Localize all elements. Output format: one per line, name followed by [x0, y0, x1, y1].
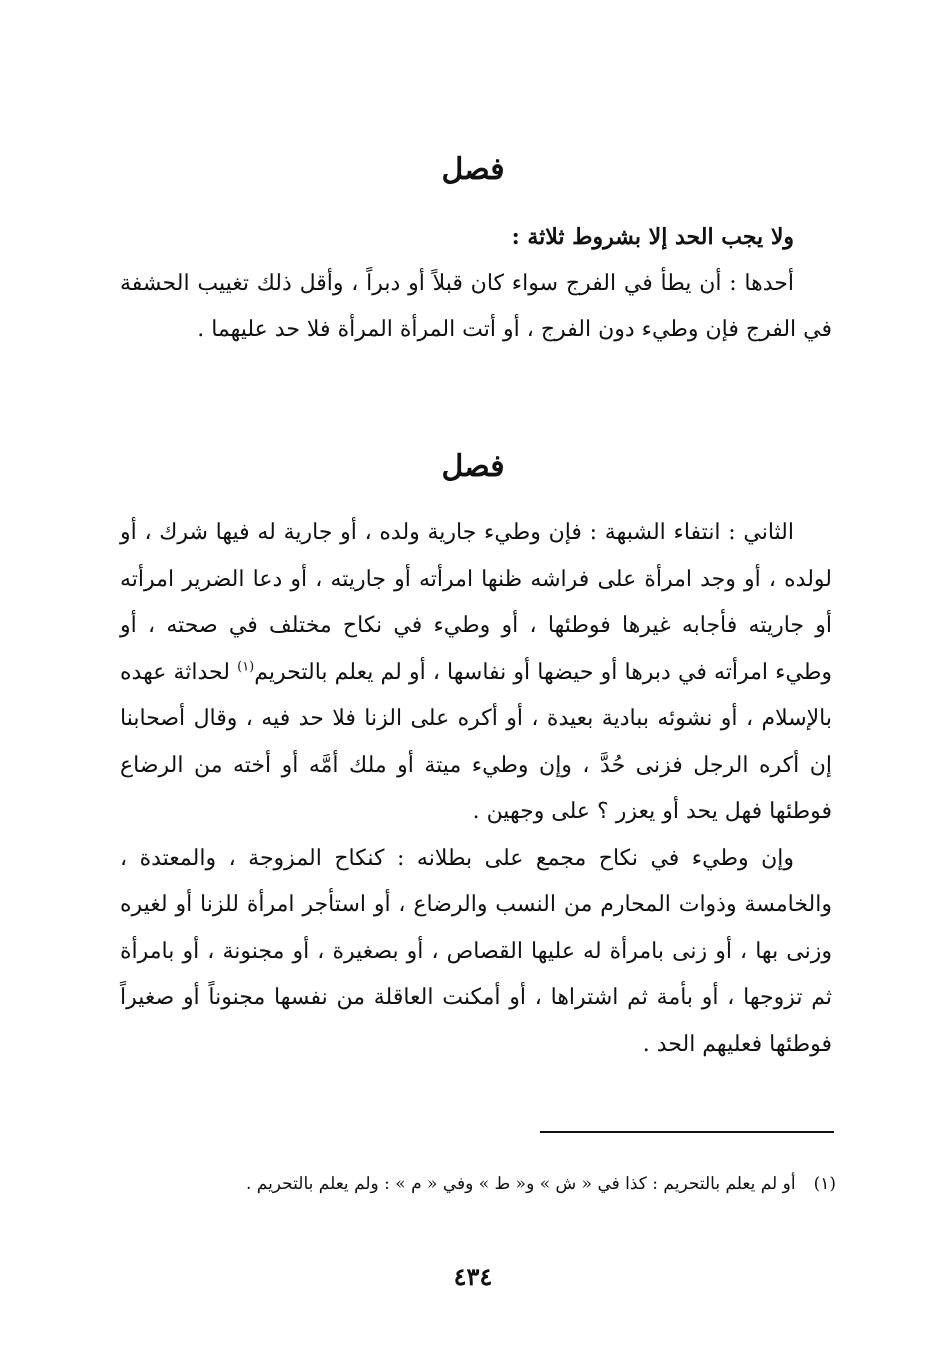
section-heading-2: فصل	[441, 449, 505, 484]
section-2-paragraph-1	[120, 510, 832, 836]
footnote-number: (١)	[813, 1174, 836, 1194]
paragraph-1-text-before: الثاني : انتفاء الشبهة : فإن وطيء جارية ولده ، أو جارية له فيها شرك ، أو لولده ، أو وجد امرأة على فراشه ظنها امرأته أو جاريته ، أو دعا الضرير امرأته أو جاريته فأجابه غيرها فوطئها ، أو وطيء في نكاح مختلف في صحته ، أو وطيء امرأته في دبرها أو حيضها أو نفاسها ، أو لم يعلم بالتحريم	[120, 520, 833, 685]
footnote-divider	[540, 1131, 834, 1133]
section-1-first-condition: أحدها : أن يطأ في الفرج سواء كان قبلاً أو دبراً ، وأقل ذلك تغييب الحشفة في الفرج فإن وطيء دون الفرج ، أو أتت المرأة المرأة فلا حد عليهما .	[120, 270, 832, 342]
page-number: ٤٣٤	[453, 1262, 493, 1291]
section-1-body	[120, 214, 832, 354]
section-2-paragraph-2: وإن وطيء في نكاح مجمع على بطلانه : كنكاح المزوجة ، والمعتدة ، والخامسة وذوات المحارم من النسب والرضاع ، أو استأجر امرأة للزنا أو لغيره وزنى بها ، أو زنى بامرأة له عليها القصاص ، أو بصغيرة ، أو مجنونة ، أو بامرأة ثم تزوجها ، أو بأمة ثم اشتراها ، أو أمكنت العاقلة من نفسها مجنوناً أو صغيراً فوطئها فعليهم الحد .	[120, 845, 832, 1057]
paragraph-1-text-after: لحداثة عهده بالإسلام ، أو نشوئه ببادية بعيدة ، أو أكره على الزنا فلا حد فيه ، وقال أصحابنا إن أكره الرجل فزنى حُدَّ ، وإن وطيء ميتة أو ملك أمَّه أو أخته من الرضاع فوطئها فهل يحد أو يعزر ؟ على وجهين .	[120, 659, 832, 824]
footnote-marker: (١)	[237, 659, 255, 675]
footnote-text: أو لم يعلم بالتحريم : كذا في « ش » و« ط » وفي « م » : ولم يعلم بالتحريم .	[245, 1174, 796, 1194]
section-heading-1: فصل	[441, 152, 505, 187]
section-1-intro: ولا يجب الحد إلا بشروط ثلاثة :	[511, 224, 794, 250]
section-2-body	[120, 510, 832, 1068]
footnote	[120, 1170, 836, 1198]
